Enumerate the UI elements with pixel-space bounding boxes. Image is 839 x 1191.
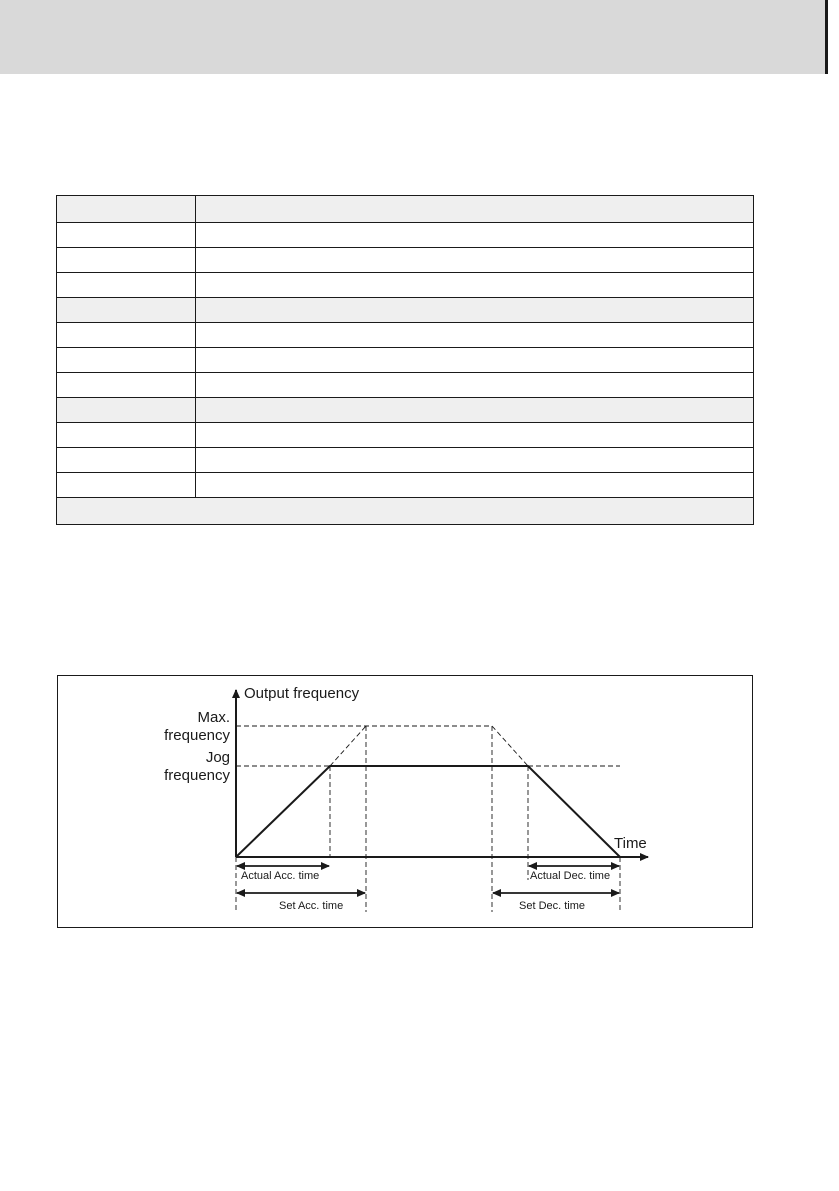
set-dec-ramp xyxy=(492,726,528,766)
set-dec-time-label: Set Dec. time xyxy=(519,900,586,912)
actual-acc-time-label: Actual Acc. time xyxy=(241,870,320,882)
actual-frequency-curve xyxy=(236,766,620,857)
jog-frequency-label-line2: frequency xyxy=(164,767,230,784)
actual-dec-time-label: Actual Dec. time xyxy=(530,870,611,882)
x-axis-label: Time xyxy=(614,835,647,852)
y-axis-label: Output frequency xyxy=(244,685,360,702)
jog-frequency-label-line1: Jog xyxy=(205,749,230,766)
max-frequency-label-line2: frequency xyxy=(164,727,230,744)
set-acc-time-label: Set Acc. time xyxy=(279,900,344,912)
max-frequency-label-line1: Max. xyxy=(197,709,230,726)
set-acc-ramp xyxy=(330,726,366,766)
